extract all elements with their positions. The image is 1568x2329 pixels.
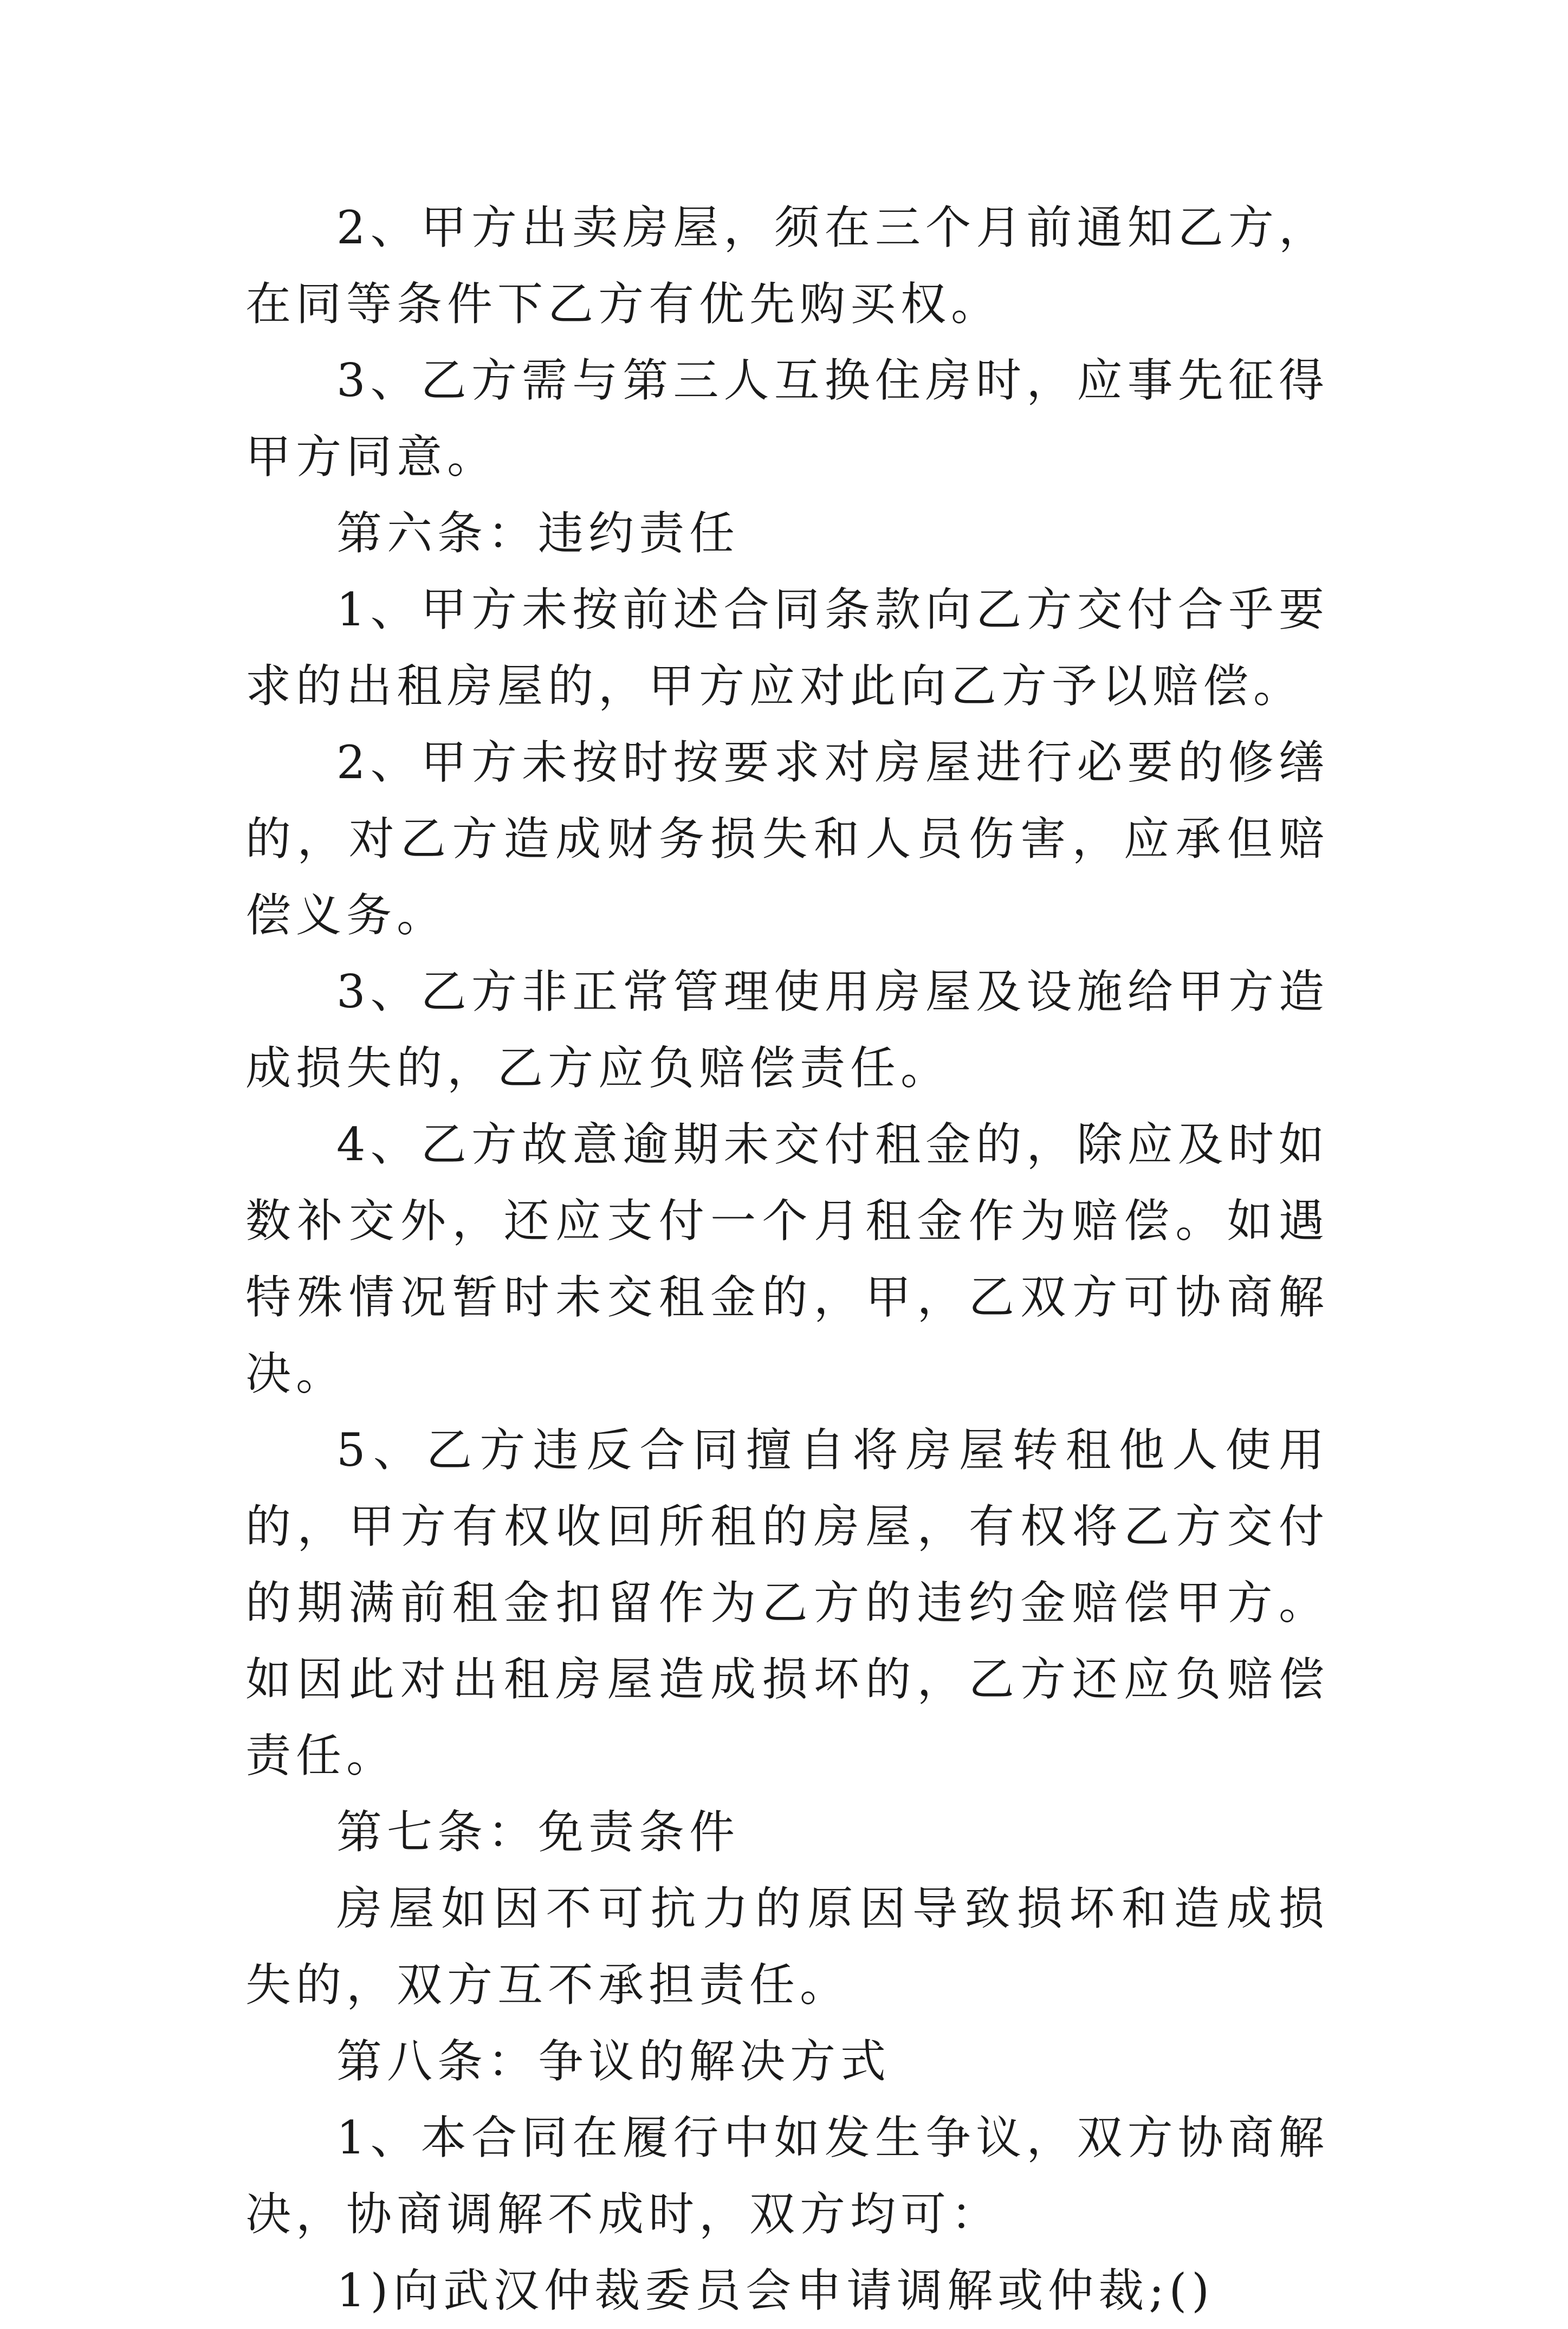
- paragraph-clause-6-1: 1、甲方未按前述合同条款向乙方交付合乎要求的出租房屋的，甲方应对此向乙方予以赔偿。: [245, 583, 1329, 713]
- paragraph-article-7-body: 房屋如因不可抗力的原因导致损坏和造成损失的，双方互不承担责任。: [245, 1882, 1329, 2011]
- article-6-heading: 第六条：违约责任: [336, 507, 740, 560]
- paragraph-clause-6-5: 5、乙方违反合同擅自将房屋转租他人使用的，甲方有权收回所租的房屋，有权将乙方交付的期满前租金扣留作为乙方的违约金赔偿甲方。如因此对出租房屋造成损坏的，乙方还应负赔偿责任。: [245, 1424, 1329, 1782]
- paragraph-clause-6-4: 4、乙方故意逾期未交付租金的，除应及时如数补交外，还应支付一个月租金作为赔偿。如遇特殊情况暂时未交租金的，甲，乙双方可协商解决。: [245, 1118, 1329, 1400]
- paragraph-clause-5-2: 2、甲方出卖房屋，须在三个月前通知乙方，在同等条件下乙方有优先购买权。: [245, 201, 1329, 331]
- paragraph-clause-8-1-a: 1)向武汉仲裁委员会申请调解或仲裁;(): [336, 2264, 1215, 2317]
- paragraph-clause-6-2: 2、甲方未按时按要求对房屋进行必要的修缮的，对乙方造成财务损失和人员伤害，应承但赔偿义务。: [245, 736, 1329, 942]
- paragraph-clause-8-1: 1、本合同在履行中如发生争议，双方协商解决，协商调解不成时，双方均可：: [245, 2111, 1329, 2241]
- paragraph-clause-6-3: 3、乙方非正常管理使用房屋及设施给甲方造成损失的，乙方应负赔偿责任。: [245, 965, 1329, 1095]
- paragraph-clause-5-3: 3、乙方需与第三人互换住房时，应事先征得甲方同意。: [245, 354, 1329, 483]
- document-body: [245, 190, 1329, 2329]
- article-7-heading: 第七条：免责条件: [336, 1806, 740, 1859]
- article-8-heading: 第八条：争议的解决方式: [336, 2035, 891, 2088]
